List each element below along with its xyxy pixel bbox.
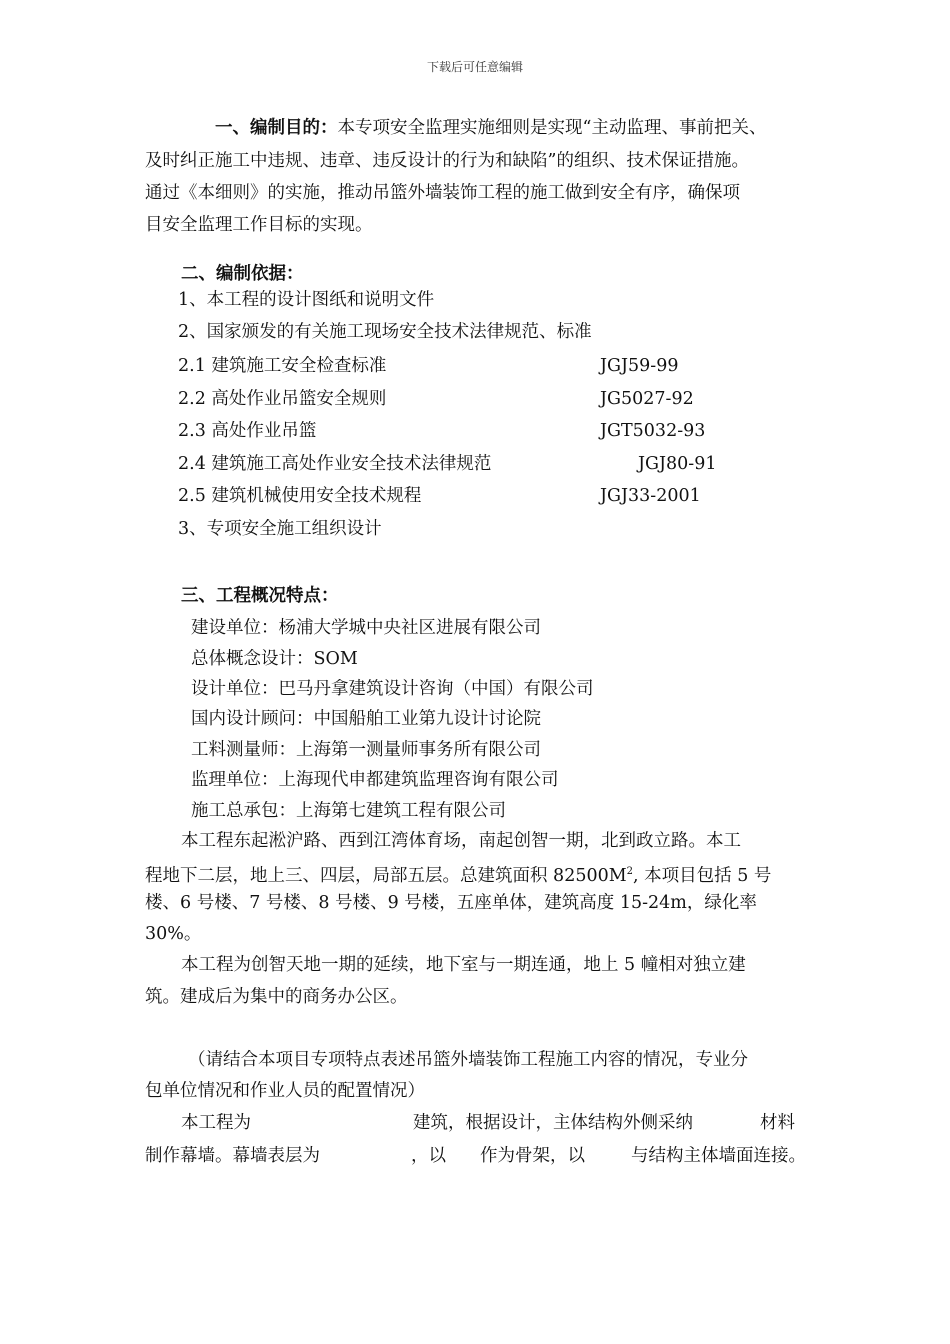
project-unit: 国内设计顾问：中国船舶工业第九设计讨论院 bbox=[191, 709, 541, 729]
standard-code: JG5027-92 bbox=[600, 389, 694, 409]
overview-line: 筑。建成后为集中的商务办公区。 bbox=[145, 987, 408, 1007]
section-1-line-3: 通过《本细则》的实施，推动吊篮外墙装饰工程的施工做到安全有序，确保项 bbox=[145, 183, 740, 203]
standard-code: JGJ59-99 bbox=[600, 356, 679, 376]
fill-in-text: 建筑，根据设计，主体结构外侧采纳 bbox=[413, 1113, 693, 1133]
fill-in-text: 作为骨架，以 bbox=[480, 1146, 585, 1166]
fill-in-text: 本工程为 bbox=[181, 1113, 251, 1133]
overview-buildings-text: , 本项目包括 5 号 bbox=[633, 866, 772, 886]
instruction-note: 包单位情况和作业人员的配置情况） bbox=[145, 1081, 425, 1101]
basis-item-2: 2、国家颁发的有关施工现场安全技术法律规范、标准 bbox=[178, 322, 592, 342]
section-2-title: 二、编制依据： bbox=[181, 264, 304, 284]
project-unit: 建设单位：杨浦大学城中央社区进展有限公司 bbox=[191, 618, 541, 638]
standard-code: JGT5032-93 bbox=[600, 421, 706, 441]
project-unit: 工料测量师：上海第一测量师事务所有限公司 bbox=[191, 740, 541, 760]
section-1-title: 一、编制目的： bbox=[215, 118, 338, 138]
fill-in-text: 与结构主体墙面连接。 bbox=[631, 1146, 806, 1166]
basis-item-1: 1、本工程的设计图纸和说明文件 bbox=[178, 290, 435, 310]
section-1-line-2: 及时纠正施工中违规、违章、违反设计的行为和缺陷”的组织、技术保证措施。 bbox=[145, 151, 749, 171]
standard-label: 2.3 高处作业吊篮 bbox=[178, 421, 317, 441]
section-3-title: 三、工程概况特点： bbox=[181, 586, 339, 606]
project-unit: 设计单位：巴马丹拿建筑设计咨询（中国）有限公司 bbox=[191, 679, 594, 699]
overview-line: 30%。 bbox=[145, 924, 202, 944]
project-unit: 总体概念设计：SOM bbox=[191, 649, 358, 669]
instruction-note: （请结合本项目专项特点表述吊篮外墙装饰工程施工内容的情况，专业分 bbox=[188, 1050, 748, 1070]
standard-label: 2.2 高处作业吊篮安全规则 bbox=[178, 389, 387, 409]
project-unit: 施工总承包：上海第七建筑工程有限公司 bbox=[191, 801, 506, 821]
fill-in-text: ，以 bbox=[411, 1146, 446, 1166]
page-header: 下载后可任意编辑 bbox=[426, 60, 523, 74]
section-1-text: 本专项安全监理实施细则是实现“主动监理、事前把关、 bbox=[337, 118, 767, 138]
standard-label: 2.1 建筑施工安全检查标准 bbox=[178, 356, 387, 376]
section-1-line-4: 目安全监理工作目标的实现。 bbox=[145, 215, 373, 235]
project-unit: 监理单位：上海现代申都建筑监理咨询有限公司 bbox=[191, 770, 559, 790]
overview-line: 本工程东起淞沪路、西到江湾体育场，南起创智一期，北到政立路。本工 bbox=[181, 831, 741, 851]
overview-line: 楼、6 号楼、7 号楼、8 号楼、9 号楼，五座单体，建筑高度 15-24m，绿化率 bbox=[145, 893, 757, 913]
standard-label: 2.5 建筑机械使用安全技术规程 bbox=[178, 486, 422, 506]
standard-label: 2.4 建筑施工高处作业安全技术法律规范 bbox=[178, 454, 492, 474]
area-superscript: 2 bbox=[626, 866, 634, 877]
fill-in-text: 材料 bbox=[760, 1113, 795, 1133]
overview-area-text: 程地下二层，地上三、四层，局部五层。总建筑面积 82500M bbox=[145, 866, 627, 886]
fill-in-text: 制作幕墙。幕墙表层为 bbox=[145, 1146, 320, 1166]
overview-line bbox=[145, 862, 771, 886]
standard-code: JGJ80-91 bbox=[638, 454, 717, 474]
standard-code: JGJ33-2001 bbox=[600, 486, 701, 506]
basis-item-3: 3、专项安全施工组织设计 bbox=[178, 519, 382, 539]
overview-line: 本工程为创智天地一期的延续，地下室与一期连通，地上 5 幢相对独立建 bbox=[181, 955, 746, 975]
section-1-line-1 bbox=[215, 118, 766, 138]
